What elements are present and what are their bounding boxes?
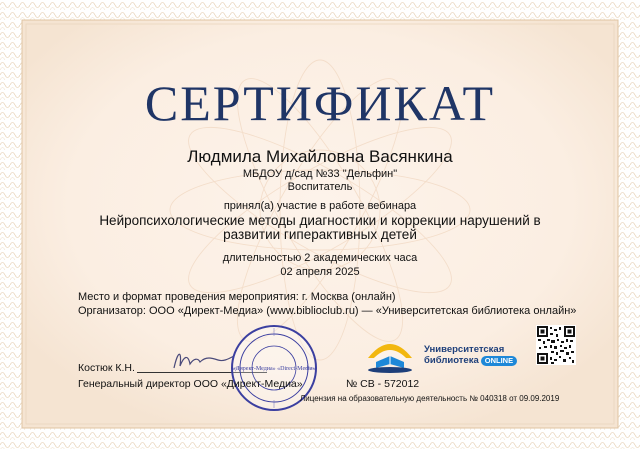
signature-autograph	[168, 346, 238, 374]
signatory-name: Костюк К.Н.	[78, 362, 135, 374]
participation-text: принял(а) участие в работе вебинара	[223, 200, 417, 212]
logo-line-1: Университетская	[424, 344, 505, 355]
event-organizer: Организатор: ООО «Директ-Медиа» (www.biblioclub.ru) — «Университетская библиотека онлайн»	[78, 305, 577, 317]
webinar-date: 02 апреля 2025	[280, 266, 360, 278]
recipient-position: Воспитатель	[287, 181, 353, 193]
event-place: Место и формат проведения мероприятия: г. Москва (онлайн)	[78, 291, 396, 303]
license-text: Лицензия на образовательную деятельность № 040318 от 09.09.2019	[300, 394, 560, 403]
library-logo-text	[424, 344, 517, 366]
online-badge: ONLINE	[481, 356, 517, 366]
director-title: Генеральный директор ООО «Директ-Медиа»	[78, 378, 303, 390]
certificate-title: СЕРТИФИКАТ	[144, 75, 496, 131]
recipient-organization: МБДОУ д/сад №33 "Дельфин"	[242, 168, 398, 180]
recipient-name: Людмила Михайловна Васянкина	[187, 147, 453, 166]
logo-line-2: библиотека ONLINE	[424, 355, 517, 366]
certificate-number: № СВ - 572012	[346, 378, 420, 390]
webinar-duration: длительностью 2 академических часа	[222, 252, 418, 264]
webinar-topic: Нейропсихологические методы диагностики и коррекции нарушений в развитии гиперактивных детей	[99, 213, 541, 242]
qr-code-icon	[536, 325, 576, 365]
library-logo-icon	[362, 334, 418, 374]
seal-text: «Директ-Медиа» «Direct-Media»	[232, 366, 316, 372]
